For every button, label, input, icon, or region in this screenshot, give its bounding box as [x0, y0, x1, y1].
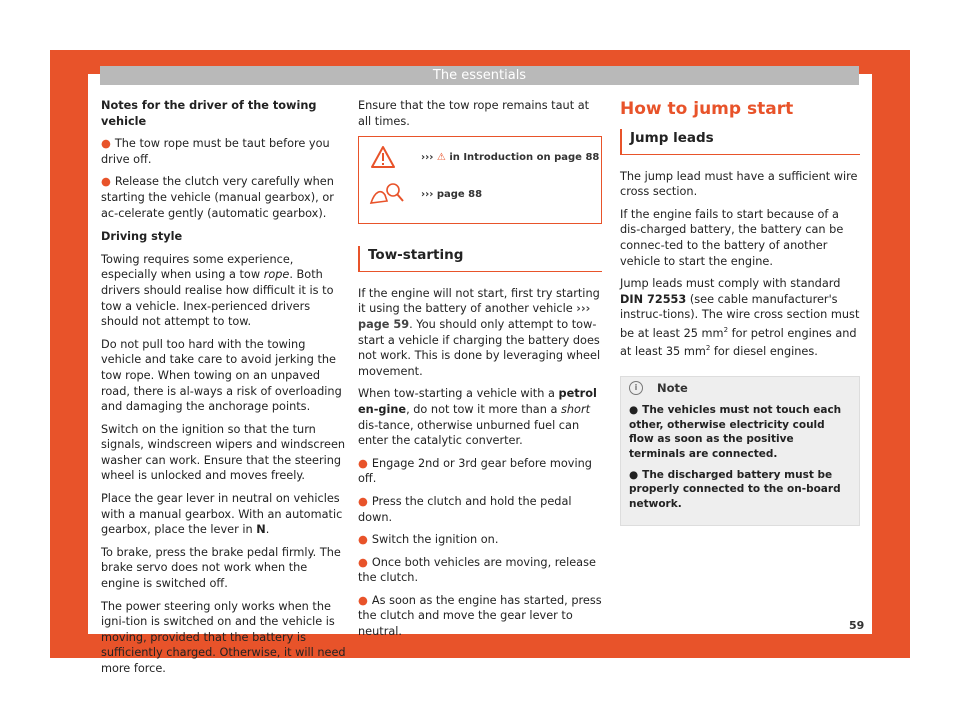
bullet-icon: ●	[358, 494, 368, 508]
paragraph: Place the gear lever in neutral on vehicles with a manual gearbox. With an automatic gearbox, place the lever in N.	[101, 492, 343, 537]
note-box	[620, 376, 860, 527]
page-number: 59	[849, 619, 865, 632]
paragraph: Ensure that the tow rope remains taut at all times.	[358, 99, 590, 128]
bullet-icon: ●	[358, 555, 368, 569]
paragraph: If the engine fails to start because of a dis-charged battery, the battery can be connec-ted to the battery of another vehicle to start the engine.	[620, 207, 844, 268]
bullet-icon: ●	[101, 175, 111, 189]
bullet-icon: ●	[629, 404, 639, 417]
list-item: ● The vehicles must not touch each other, otherwise electricity could flow as soon as the positive terminals are connected.	[629, 404, 842, 461]
page-59-link[interactable]: ››› page 59	[358, 302, 591, 331]
paragraph: Jump leads must comply with standard DIN 72553 (see cable manufacturer's instruc-tions). The wire cross section must be at least 25 $mm^2$ for petrol engines and at least 35 $mm^2$ for diesel engines.	[620, 277, 860, 359]
towing-driver-heading: Notes for the driver of the towing vehicle	[101, 99, 317, 128]
list-item: ● Release the clutch very carefully when starting the vehicle (manual gearbox), or ac-celerate gently (automatic gearbox).	[101, 175, 334, 220]
small-warning-icon: ⚠	[436, 152, 446, 164]
environment-note-icon	[367, 181, 407, 207]
note-ref-link[interactable]: ››› page 88	[421, 189, 483, 201]
warning-reference-box	[358, 136, 602, 224]
driving-style-heading: Driving style	[101, 230, 183, 244]
info-icon: i	[629, 381, 643, 395]
paragraph: Do not pull too hard with the towing vehicle and take care to avoid jerking the tow rope. When towing on an unpaved road, there is al-ways a risk of overloading and damaging the anchorage points.	[101, 337, 342, 414]
list-item: ● Engage 2nd or 3rd gear before moving off.	[358, 456, 592, 486]
warning-triangle-icon	[370, 145, 396, 169]
tow-starting-heading: Tow-starting	[358, 246, 602, 272]
list-item: ● Press the clutch and hold the pedal down.	[358, 494, 572, 524]
chapter-header: The essentials	[100, 66, 859, 85]
list-item: ● As soon as the engine has started, press the clutch and move the gear lever to neutral.	[358, 593, 602, 639]
column-1	[101, 98, 346, 684]
paragraph: The power steering only works when the igni-tion is switched on and the vehicle is moving, provided that the battery is sufficiently charged. Otherwise, it will need more force.	[101, 599, 346, 675]
note-header: i Note	[629, 381, 851, 396]
warning-ref-link[interactable]: ››› ⚠ in Introduction on page 88	[421, 152, 600, 164]
bullet-icon: ●	[358, 593, 368, 607]
paragraph: The jump lead must have a sufficient wire cross section.	[620, 169, 858, 199]
bullet-icon: ●	[629, 468, 639, 481]
bullet-icon: ●	[358, 456, 368, 470]
paragraph: If the engine will not start, first try starting it using the battery of another vehicle ››› page 59. You should only attempt to tow-start a vehicle if charging the battery does not work. This is done by leveraging wheel movement.	[358, 286, 601, 378]
paragraph: Towing requires some experience, especially when using a tow rope. Both drivers should realise how difficult it is to tow a vehicle. Inex-perienced drivers should not attempt to tow.	[101, 252, 334, 329]
bullet-icon: ●	[358, 533, 368, 547]
paragraph: When tow-starting a vehicle with a petrol en-gine, do not tow it more than a short dis-tance, otherwise unburned fuel can enter the catalytic converter.	[358, 387, 597, 448]
jump-leads-heading: Jump leads	[620, 129, 860, 155]
list-item: ● Switch the ignition on.	[358, 533, 499, 547]
bullet-icon: ●	[101, 137, 111, 151]
paragraph: To brake, press the brake pedal firmly. The brake servo does not work when the engine is switched off.	[101, 545, 341, 591]
list-item: ● The discharged battery must be properly connected to the on-board network.	[629, 468, 841, 510]
column-3	[620, 98, 860, 526]
jump-start-title: How to jump start	[620, 99, 794, 119]
list-item: ● The tow rope must be taut before you drive off.	[101, 137, 330, 166]
column-2	[358, 98, 602, 647]
paragraph: Switch on the ignition so that the turn signals, windscreen wipers and windscreen washer can work. Ensure that the steering wheel is unlocked and moves freely.	[101, 422, 346, 483]
list-item: ● Once both vehicles are moving, release the clutch.	[358, 555, 596, 585]
